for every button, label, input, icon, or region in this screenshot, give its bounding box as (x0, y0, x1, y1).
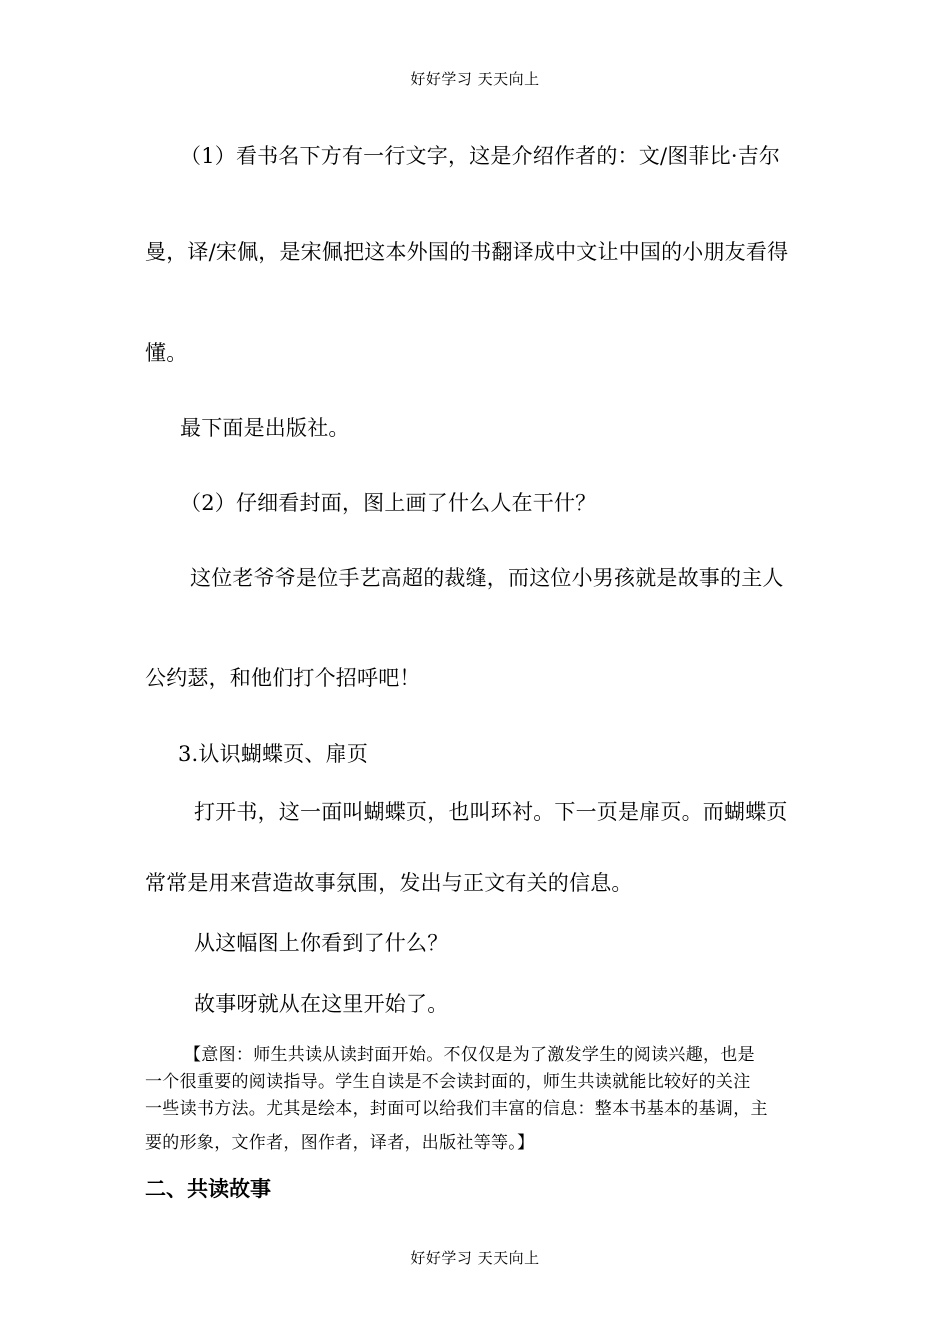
section-heading: 二、共读故事 (145, 1176, 271, 1201)
intent-note-line: 【意图：师生共读从读封面开始。不仅仅是为了激发学生的阅读兴趣，也是 (184, 1045, 755, 1065)
subsection-title: 3.认识蝴蝶页、扉页 (178, 742, 369, 766)
paragraph-line: 公约瑟，和他们打个招呼吧！ (145, 666, 421, 690)
paragraph-line: 懂。 (145, 341, 188, 365)
paragraph-line: （2）仔细看封面，图上画了什么人在干什？ (180, 491, 597, 515)
intent-note-line: 要的形象，文作者，图作者，译者，出版社等等。】 (145, 1133, 535, 1153)
paragraph-line: 故事呀就从在这里开始了。 (194, 992, 449, 1016)
paragraph-line: 最下面是出版社。 (180, 416, 350, 440)
intent-note-line: 一些读书方法。尤其是绘本，封面可以给我们丰富的信息：整本书基本的基调，主 (145, 1099, 768, 1119)
page-footer: 好好学习 天天向上 (410, 1249, 540, 1267)
paragraph-line: 曼，译/宋佩，是宋佩把这本外国的书翻译成中文让中国的小朋友看得 (145, 240, 789, 264)
page-header: 好好学习 天天向上 (410, 70, 540, 88)
paragraph-line: 这位老爷爷是位手艺高超的裁缝，而这位小男孩就是故事的主人 (190, 566, 784, 590)
paragraph-line: 打开书，这一面叫蝴蝶页，也叫环衬。下一页是扉页。而蝴蝶页 (194, 800, 788, 824)
paragraph-line: 从这幅图上你看到了什么？ (194, 931, 449, 955)
intent-note-line: 一个很重要的阅读指导。学生自读是不会读封面的，师生共读就能比较好的关注 (145, 1072, 751, 1092)
paragraph-line: 常常是用来营造故事氛围，发出与正文有关的信息。 (145, 871, 633, 895)
paragraph-line: （1）看书名下方有一行文字，这是介绍作者的：文/图菲比·吉尔 (180, 144, 781, 168)
